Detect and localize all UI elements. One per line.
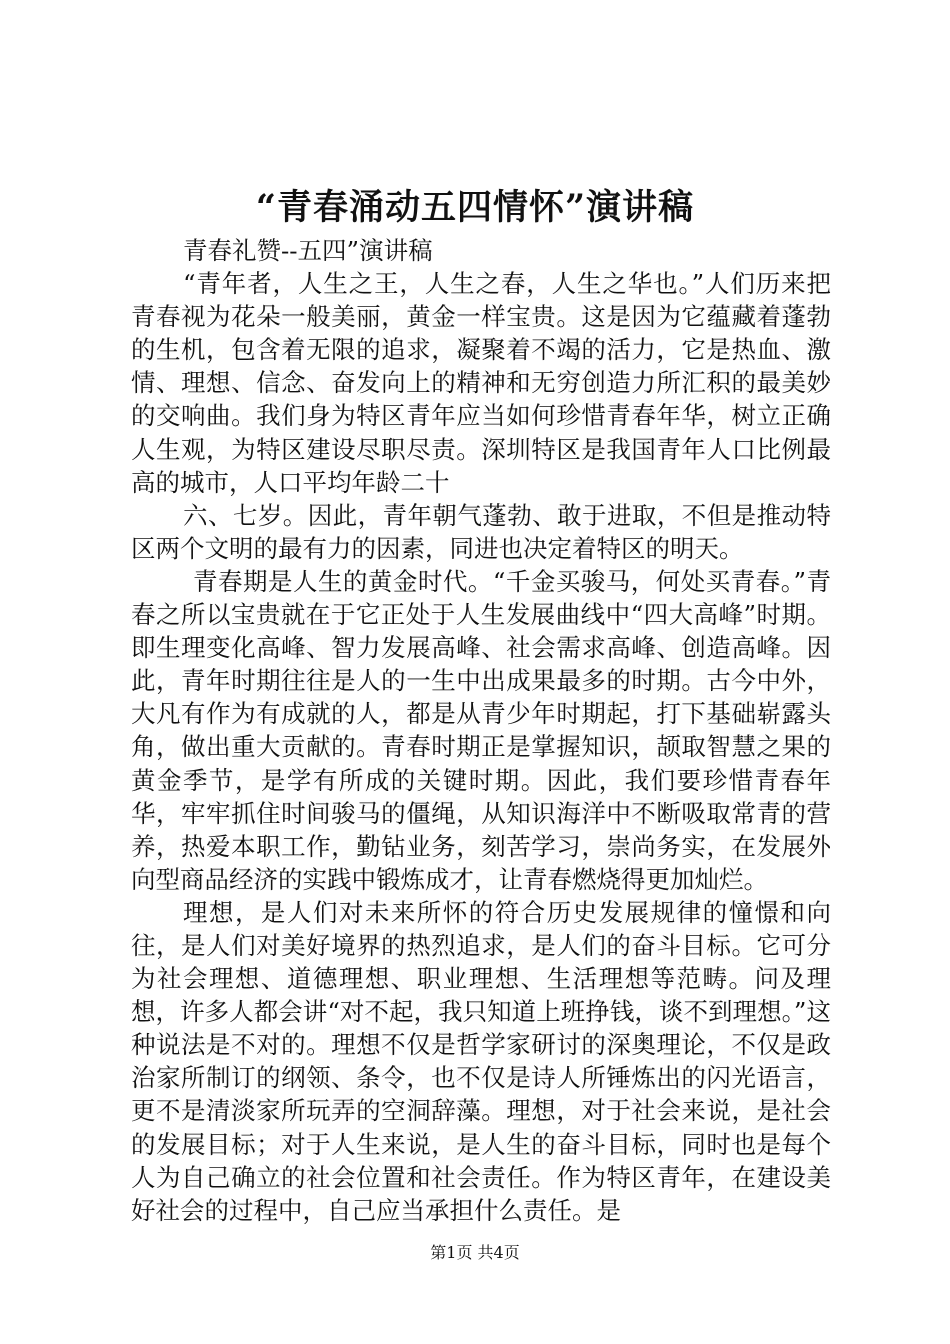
body-paragraph: 六、七岁。因此，青年朝气蓬勃、敢于进取，不但是推动特区两个文明的最有力的因素，同进也决定着特区的明天。 [131, 500, 831, 563]
page-number: 第1页 共4页 [430, 1243, 520, 1262]
body-paragraph: “青年者，人生之王，人生之春，人生之华也。”人们历来把青春视为花朵一般美丽，黄金一样宝贵。这是因为它蕴藏着蓬勃的生机，包含着无限的追求，凝聚着不竭的活力，它是热血、激情、理想、信念、奋发向上的精神和无穷创造力所汇积的最美妙的交响曲。我们身为特区青年应当如何珍惜青春年华，树立正确人生观，为特区建设尽职尽责。深圳特区是我国青年人口比例最高的城市，人口平均年龄二十 [131, 269, 831, 497]
subtitle-paragraph: 青春礼赞--五四”演讲稿 [183, 236, 433, 265]
body-paragraph: 理想，是人们对未来所怀的符合历史发展规律的憧憬和向往，是人们对美好境界的热烈追求，是人们的奋斗目标。它可分为社会理想、道德理想、职业理想、生活理想等范畴。问及理想，许多人都会讲“对不起，我只知道上班挣钱，谈不到理想。”这种说法是不对的。理想不仅是哲学家研讨的深奥理论，不仅是政治家所制订的纲领、条令，也不仅是诗人所锤炼出的闪光语言，更不是清淡家所玩弄的空洞辞藻。理想，对于社会来说，是社会的发展目标；对于人生来说，是人生的奋斗目标，同时也是每个人为自己确立的社会位置和社会责任。作为特区青年，在建设美好社会的过程中，自己应当承担什么责任。是 [131, 897, 831, 1225]
document-body [131, 234, 831, 1227]
body-paragraph: 青春期是人生的黄金时代。“千金买骏马，何处买青春。”青春之所以宝贵就在于它正处于人生发展曲线中“四大高峰”时期。即生理变化高峰、智力发展高峰、社会需求高峰、创造高峰。因此，青年时期往往是人的一生中出成果最多的时期。古今中外，大凡有作为有成就的人，都是从青少年时期起，打下基础崭露头角，做出重大贡献的。青春时期正是掌握知识，颉取智慧之果的黄金季节，是学有所成的关键时期。因此，我们要珍惜青春年华，牢牢抓住时间骏马的僵绳，从知识海洋中不断吸取常青的营养，热爱本职工作，勤钻业务，刻苦学习，崇尚务实，在发展外向型商品经济的实践中锻炼成才，让青春燃烧得更加灿烂。 [131, 566, 831, 894]
document-title: “青春涌动五四情怀”演讲稿 [255, 187, 695, 228]
